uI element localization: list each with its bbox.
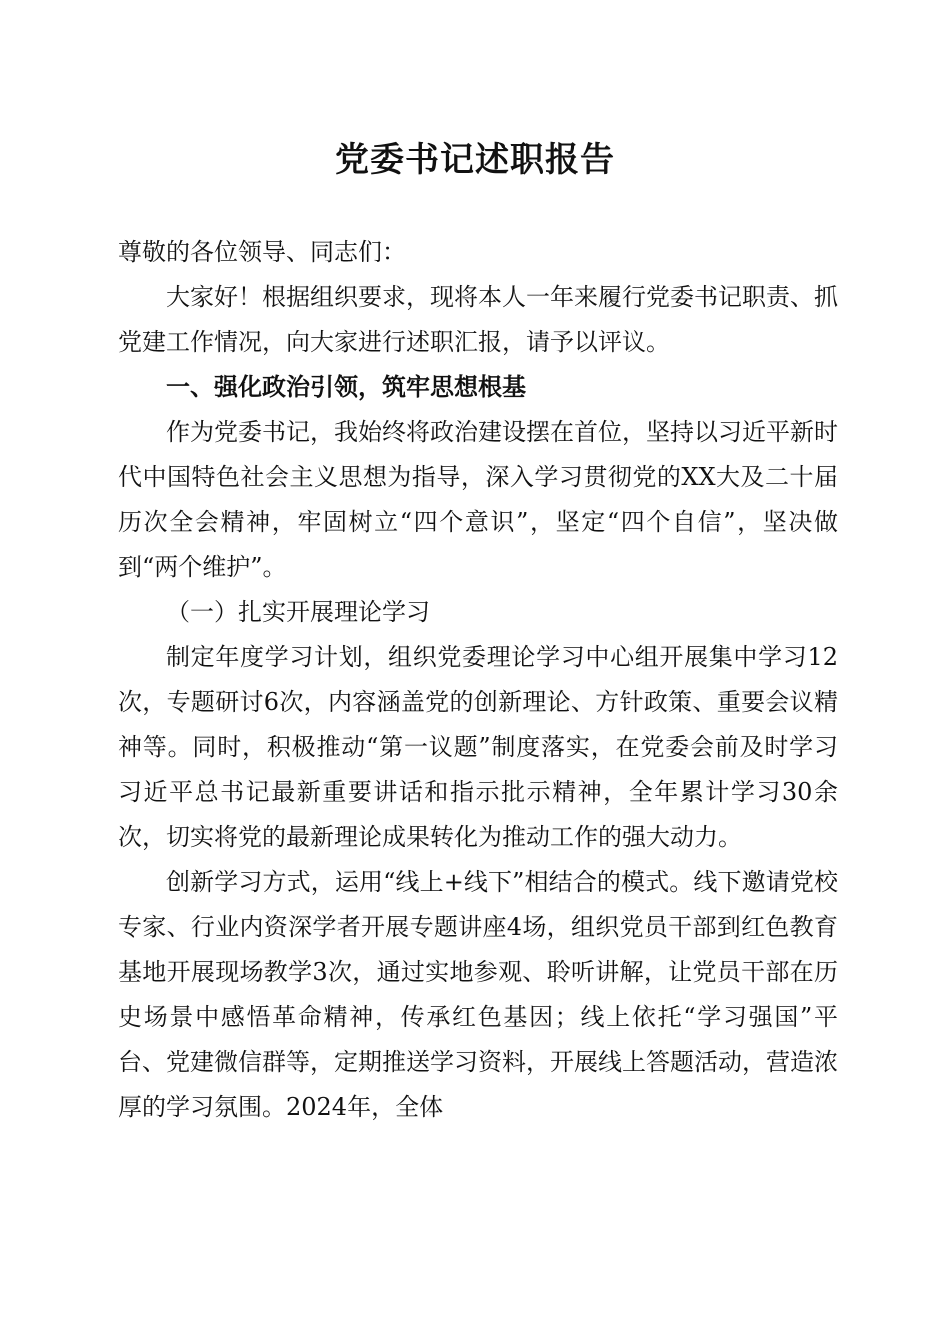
document-body	[118, 230, 838, 1130]
paragraph-study-plan: 制定年度学习计划，组织党委理论学习中心组开展集中学习12次，专题研讨6次，内容涵盖党的创新理论、方针政策、重要会议精神等。同时，积极推动“第一议题”制度落实，在党委会前及时学习习近平总书记最新重要讲话和指示批示精神，全年累计学习30余次，切实将党的最新理论成果转化为推动工作的强大动力。	[118, 643, 838, 851]
salutation: 尊敬的各位领导、同志们：	[118, 238, 406, 266]
paragraph-political-building: 作为党委书记，我始终将政治建设摆在首位，坚持以习近平新时代中国特色社会主义思想为指导，深入学习贯彻党的XX大及二十届历次全会精神，牢固树立“四个意识”，坚定“四个自信”，坚决做到“两个维护”。	[118, 418, 838, 581]
document-title: 党委书记述职报告	[335, 140, 615, 180]
paragraph-intro: 大家好！根据组织要求，现将本人一年来履行党委书记职责、抓党建工作情况，向大家进行述职汇报，请予以评议。	[118, 283, 838, 356]
subsection-heading-1: （一）扎实开展理论学习	[166, 598, 430, 626]
paragraph-study-methods: 创新学习方式，运用“线上+线下”相结合的模式。线下邀请党校专家、行业内资深学者开展专题讲座4场，组织党员干部到红色教育基地开展现场教学3次，通过实地参观、聆听讲解，让党员干部在历史场景中感悟革命精神，传承红色基因；线上依托“学习强国”平台、党建微信群等，定期推送学习资料，开展线上答题活动，营造浓厚的学习氛围。2024年，全体	[118, 868, 838, 1121]
section-heading-1: 一、强化政治引领，筑牢思想根基	[166, 373, 526, 401]
